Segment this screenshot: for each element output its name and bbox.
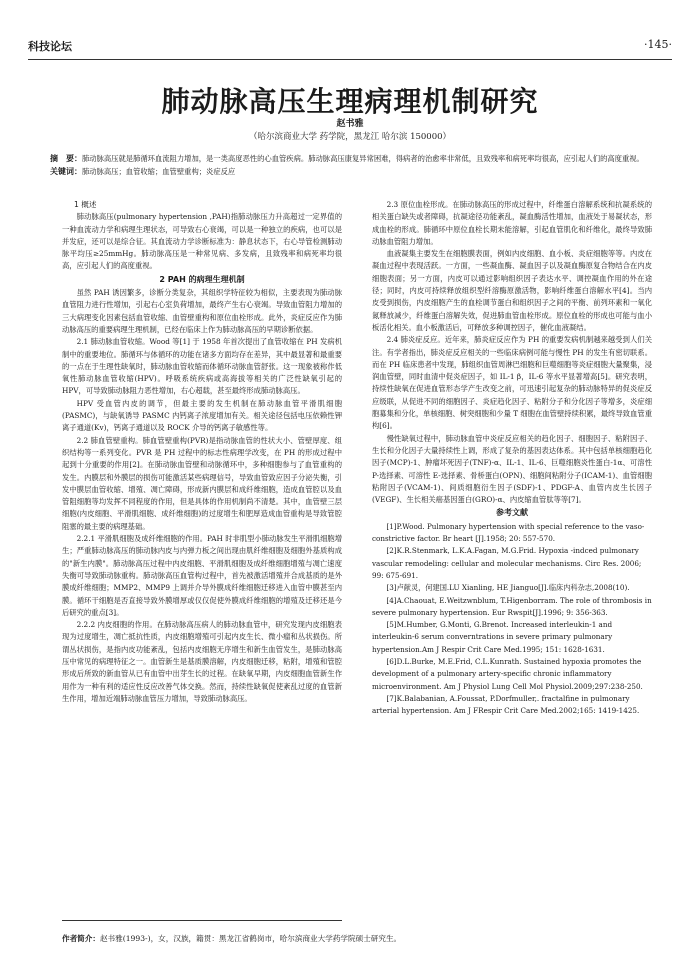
left-column: [62, 199, 342, 705]
paragraph: 虽然 PAH 诱因繁多，诊断分类复杂，其组织学特征较为相似，主要表现为肺动脉血管阻力进行性增加，引起右心室负荷增加，最终产生右心衰竭。导致血管阻力增加的三大病理变化因素包括血管收缩、血管壁重构和原位血栓形成。此外，炎症反应作为肺动脉高压的重要病理生理机制，已经在临床上作为肺动脉高压的早期诊断依据。: [62, 288, 342, 334]
references-list: [372, 521, 652, 718]
reference-item: [7]K.Balabanian, A.Foussat, P.Dorfmuller,. fractalfine in pulmonary arterial hypertension. Am J FRespir Crit Care Med.2002;165: 1419-1425.: [372, 693, 640, 716]
footnote-rule: [62, 920, 342, 921]
header-rule: [28, 59, 672, 60]
paragraph: 2.2.1 平滑肌细胞及成纤维细胞的作用。PAH 时非肌型小肺动脉发生平滑肌细胞增生；严重肺动脉高压的肺动脉内皮与内弹力板之间出现由肌纤维细胞及细胞外基质构成的"新生内膜"。肺动脉高压过程中内皮细胞、平滑肌细胞及成纤维细胞增殖与凋亡速度失衡可导致肺动脉重构。肺动脉高压血管构过程中，首先被激活增殖并合成基质的是外膜成纤维细胞；MMP2、MMP9 上调并介导外膜成纤维细胞迁移进入血管中膜甚至内膜。循环干细胞是否直接导致外膜增厚或仅仅促使外膜成纤维细胞的增殖及迁移还是今后研究的重点[3]。: [62, 534, 342, 617]
reference-item: [1]P.Wood. Pulmonary hypertension with special reference to the vaso-constrictive factor. Br heart [J].1958; 20: 557-570.: [372, 521, 645, 544]
paragraph: 肺动脉高压(pulmonary hypertension ,PAH)指肺动脉压力升高超过一定界值的一种血流动力学和病理生理状态，可导致右心衰竭，可以是一种独立的疾病，也可以是并发症，还可以是综合征。其血流动力学诊断标准为：静息状态下，右心导管检测肺动脉平均压≥25mmHg。肺动脉高压是一种常见病、多发病，且致残率和病死率均很高，应引起人们的高度重视。: [62, 212, 342, 271]
paragraph: 2.2.2 内皮细胞的作用。在肺动脉高压病人的肺动脉血管中，研究发现内皮细胞表现为过度增生，凋亡抵抗性质，内皮细胞增殖可引起内皮生长、微小瘤和丛状损伤。所谓丛状损伤，是指内皮功能紊乱，包括内皮细胞无序增生和新生血管发生，是肺动脉高压中常见的病理特征之一。血管新生是基质膜溶解，内皮细胞迁移，粘附，增殖和管腔形成后所致的新血管从已有血管中出芽生长的过程。在缺氧早期，内皮细胞血管新生作用作为一种有利的适应性反应改善气体交换。然而，持续性缺氧促使紊乱过度的血管新生作用，增加近端肺动脉血管压力增加，导致肺动脉高压。: [62, 620, 342, 703]
paragraph: 慢性缺氧过程中，肺动脉血管中炎症反应相关的趋化因子、细胞因子、粘附因子、生长和分化因子大量持续性上调，形成了复杂的基因表达体系。其中包括单核细胞趋化因子(MCP)-1、肿瘤坏死因子(TNF)-α、IL-1、IL-6、巨噬细胞炎性蛋白-1α、可溶性 P-选择素、可溶性 E-选择素、骨桥蛋白(OPN)、细胞间粘附分子(ICAM-1)、血管细胞粘附因子(VCAM-1)、间质细胞衍生因子(SDF)-1、PDGF-A、血管内皮生长因子(VEGF)、生长相关癌基因蛋白(GRO)-α、内皮缩血管肽等等[7]。: [372, 433, 652, 505]
article-title: 肺动脉高压生理病理机制研究: [161, 85, 539, 118]
paragraph: 血液凝集主要发生在细胞膜表面，例如内皮细胞、血小板、炎症细胞等等。内皮在凝血过程中表现活跃。一方面，一些凝血酶、凝血因子以及凝血酶原复合物结合在内皮细胞表面；另一方面，内皮可以通过影响组织因子表达水平、调控凝血作用的外在途径；同时，内皮可持续释放组织型纤溶酶原激活物，影响纤维蛋白溶解水平[4]。当内皮受到损伤，内皮细胞产生的血栓调节蛋白和组织因子之间的平衡、前列环素和一氧化氮释放减少，纤维蛋白溶解失效，促进肺血管血栓形成。原位血栓的形成也可能与血小板活化相关。血小板激活后，可释放多种调控因子，催化血液凝结。: [372, 249, 652, 332]
keywords: [50, 165, 650, 178]
author-note: [62, 933, 660, 944]
abstract: [50, 152, 650, 165]
paragraph: 2.2 肺血管壁重构。肺血管壁重构(PVR)是指动脉血管的性状大小、管壁厚度、组织结构等一系列变化。PVR 是 PH 过程中的标志性病理学改变，在 PH 的形成过程中起到十分重要的作用[2]。在肺动脉血管壁和动脉循环中，多种细胞参与了血管重构的发生。内膜层和外膜层的损伤可能激活某些病理信号，导致血管致应因子分泌失衡，引发中膜层血管收缩、增殖、凋亡障碍，形成新内膜层和成纤维细胞，造成血管腔以及血管阻细胞等均发挥不同程度的作用，但是具体的作用机制尚不清楚。其中，血管壁三层细胞(内皮细胞、平滑肌细胞、成纤维细胞)的过度增生和肥厚造成血管重构是导致管腔阻塞的最主要的病理基础。: [62, 435, 342, 531]
reference-item: [3]卢献灵，何建国.LU Xianling, HE Jianguo[J].临床内科杂志,2008(10).: [386, 583, 630, 593]
abstract-label: 摘 要：: [50, 154, 82, 163]
paragraph: HPV 受血管内皮的调节，但最主要的发生机制在肺动脉血管平滑肌细胞(PASMC)，与缺氧诱导 PASMC 内钙离子浓度增加有关。相关途径包括电压依赖性钾离子通道(Kv)，钙离子通道以及 ROCK 介导的钙离子敏感性等。: [62, 398, 342, 433]
author: 赵书雅: [336, 119, 364, 129]
section-heading-centered: 2 PAH 的病理生理机制: [159, 274, 245, 284]
paragraph: 2.3 原位血栓形成。在肺动脉高压的形成过程中，纤维蛋白溶解系统和抗凝系统的相关蛋白缺失或者障碍，抗凝途径功能紊乱，凝血酶活性增加，血液处于易凝状态，形成血栓的形成。肺循环中原位血栓长期未能溶解，引起血管肌化和纤维化，最终导致肺动脉血管阻力增加。: [372, 200, 652, 246]
reference-item: [2]K.R.Stenmark, L.K.A.Fagan, M.G.Frid. Hypoxia -indced pulmonary vascular remodeling: cellular and molecular mechanisms. Circ Res. 2006; 99: 675-691.: [372, 546, 642, 580]
section-heading-centered: 参考文献: [496, 508, 528, 518]
reference-item: [5]M.Humber, G.Monti, G.Brenot. Increased interleukin-1 and interleukin-6 serum converntrations in severe primary pulmonary hypertension.Am J Respir Crit Care Med.1995; 151: 1628-1631.: [372, 620, 613, 654]
running-header: [28, 38, 672, 56]
page-number: ·145·: [644, 38, 672, 51]
author-note-label: 作者简介：: [62, 934, 100, 943]
author-note-text: 赵书雅(1993-)，女，汉族，籍贯：黑龙江省鹤岗市，哈尔滨商业大学药学院硕士研究生。: [99, 934, 402, 943]
affiliation: （哈尔滨商业大学 药学院，黑龙江 哈尔滨 150000）: [248, 132, 452, 142]
reference-item: [6]D.L.Burke, M.E.Frid, C.L.Kunrath. Sustained hypoxia promotes the development of a pulmonary artery-specific chronic inflammatory microenvironment. Am J Physiol Lung Cell Mol Physiol.2009;297:238-250.: [372, 656, 643, 691]
paragraph: 2.4 肺炎症反应。近年来，肺炎症反应作为 PH 的重要发病机制越来越受到人们关注。有学者指出，肺炎症反应相关的一些临床病例可能与慢性 PH 的发生有密切联系。而在 PH 临床患者中发现，肺组织血管周淋巴细胞和巨噬细胞等炎症细胞大量聚集，浸润血管壁，同时血清中促炎症因子，如 IL-1 β，IL-6 等水平显著增高[5]。研究表明，持续性缺氧在促进血管形态学产生改变之前，可迅速引起复杂的肺动脉特异的促炎症反应级联，从促进不同的细胞因子、炎症趋化因子、粘附分子和分化因子等增多，炎症细胞募集和分化，单核细胞、树突细胞和少量 T 细胞在血管壁持续积累，最终导致血管重构[6]。: [372, 335, 652, 431]
journal-name: 科技论坛: [28, 40, 72, 53]
paragraph: 2.1 肺动脉血管收缩。Wood 等[1] 于 1958 年首次提出了血管收缩在 PH 发病机制中的重要地位。肺循环与体循环的功能在诸多方面均存在差异，其中最显著和最重要的一点在于生理性缺氧时，肺动脉血管收缩而体循环动脉血管舒张。这一现象被称作低氧性肺动脉血管收缩(HPV)。呼吸系统疾病或高海拔等相关的广泛性缺氧引起的 HPV，可导致肺动脉阻力恶性增加，右心超载，甚至最终形成肺动脉高压。: [62, 337, 342, 396]
keywords-text: 肺动脉高压；血管收缩；血管壁重构；炎症反应: [82, 167, 236, 176]
reference-item: [4]A.Chaouat, E.Weitzwnblum, T.Higenborram. The role of thrombosis in severe pulmonary hypertension. Eur Rwspit[J].1996; 9: 356-363.: [372, 595, 652, 617]
keywords-label: 关键词：: [50, 167, 82, 176]
section-heading: 1 概述: [74, 200, 97, 209]
abstract-block: [50, 152, 650, 178]
right-column: [372, 199, 652, 717]
abstract-text: 肺动脉高压就是肺循环血流阻力增加，是一类高度恶性的心血管疾病。肺动脉高压康复异常困难，得病者的治愈率非常低，且致残率和病死率均很高，应引起人们的高度重视。: [82, 154, 644, 163]
